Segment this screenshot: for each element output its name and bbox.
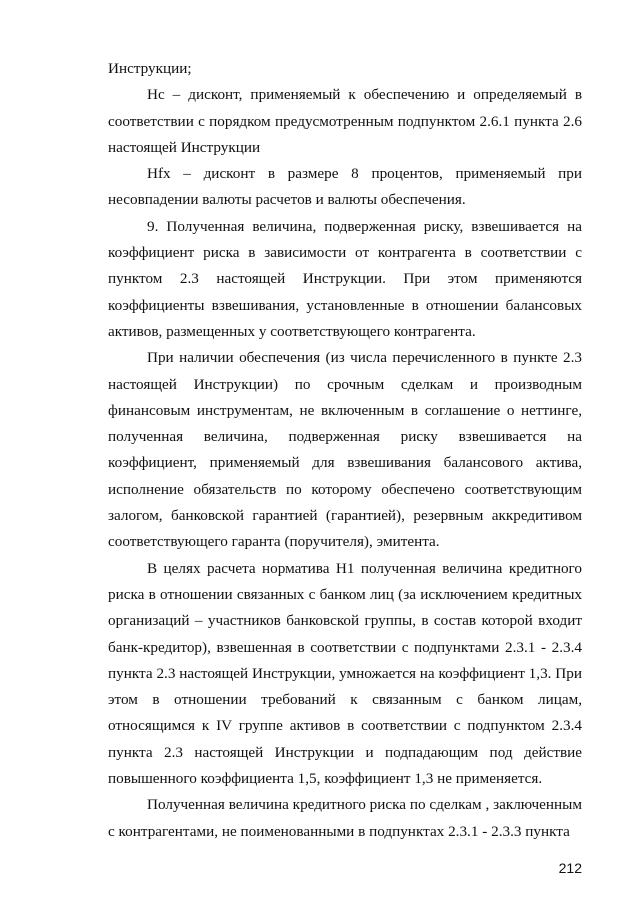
page-number: 212 — [558, 860, 582, 876]
document-body — [108, 56, 582, 845]
paragraph-item-9: 9. Полученная величина, подверженная риску, взвешивается на коэффициент риска в зависимости от контрагента в соответствии с пунктом 2.3 настоящей Инструкции. При этом применяются коэффициенты взвешивания, установленные в отношении балансовых активов, размещенных у соответствующего контрагента. — [108, 217, 582, 340]
paragraph-hc-definition: Hc – дисконт, применяемый к обеспечению и определяемый в соответствии с порядком предусмотренным подпунктом 2.6.1 пункта 2.6 настоящей Инструкции — [108, 86, 582, 156]
paragraph-hfx-definition: Hfx – дисконт в размере 8 процентов, применяемый при несовпадении валюты расчетов и валюты обеспечения. — [108, 165, 582, 209]
paragraph-credit-risk: Полученная величина кредитного риска по сделкам , заключенным с контрагентами, не поименованными в подпунктах 2.3.1 - 2.3.3 пункта — [108, 796, 582, 840]
paragraph-n1-ratio: В целях расчета норматива Н1 полученная величина кредитного риска в отношении связанных с банком лиц (за исключением кредитных организаций – участников банковской группы, в состав которой входит банк-кредитор), взвешенная в соответствии с подпунктами 2.3.1 - 2.3.4 пункта 2.3 настоящей Инструкции, умножается на коэффициент 1,3. При этом в отношении требований к связанным с банком лицам, относящимся к IV группе активов в соответствии с подпунктом 2.3.4 пункта 2.3 настоящей Инструкции и подпадающим под действие повышенного коэффициента 1,5, коэффициент 1,3 не применяется. — [108, 559, 582, 788]
paragraph-collateral: При наличии обеспечения (из числа перечисленного в пункте 2.3 настоящей Инструкции) по срочным сделкам и производным финансовым инструментам, не включенным в соглашение о неттинге, полученная величина, подверженная риску взвешивается на коэффициент, применяемый для взвешивания балансового актива, исполнение обязательств по которому обеспечено соответствующим залогом, банковской гарантией (гарантией), резервным аккредитивом соответствующего гаранта (поручителя), эмитента. — [108, 349, 582, 551]
paragraph-continuation: Инструкции; — [108, 60, 192, 77]
